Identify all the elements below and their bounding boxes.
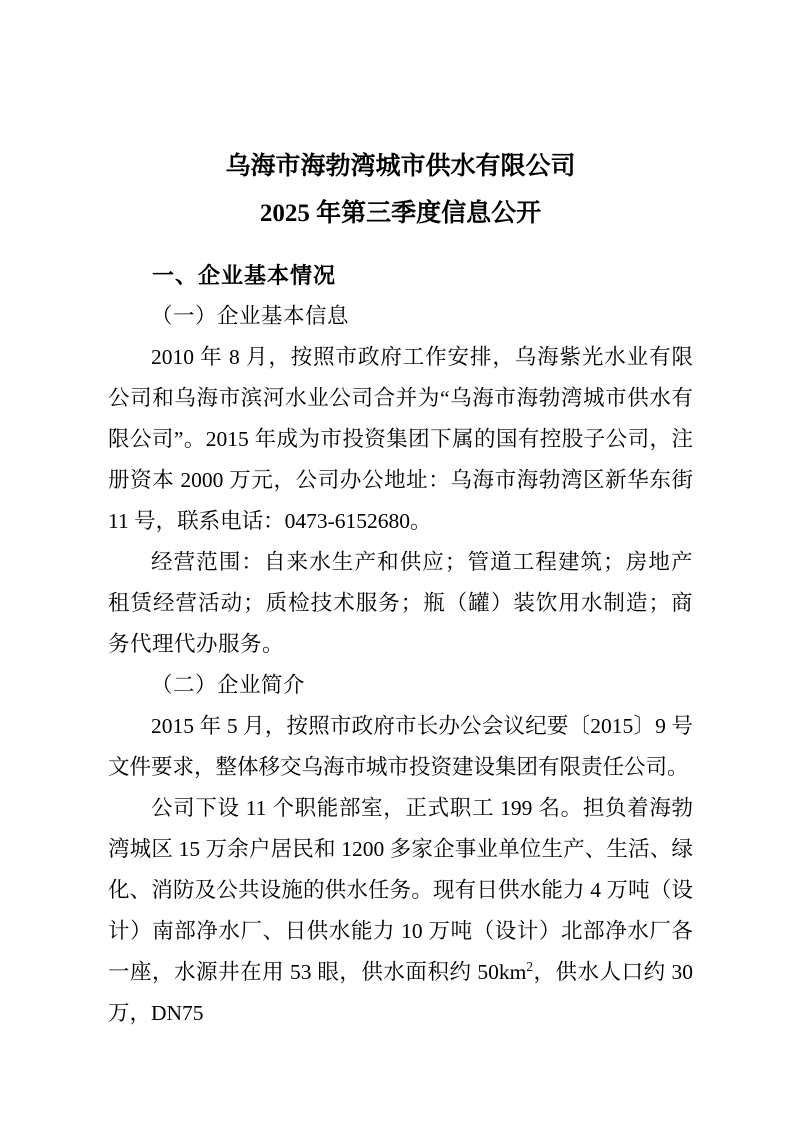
subsection-heading-enterprise-basic-info: （一）企业基本信息 — [151, 304, 350, 328]
profile-text-after-superscript: ，供水人口约 30 万，DN75 — [108, 960, 693, 1025]
document-title-line1: 乌海市海勃湾城市供水有限公司 — [225, 153, 576, 180]
square-kilometer-superscript: 2 — [526, 958, 533, 974]
paragraph-business-scope: 经营范围：自来水生产和供应；管道工程建筑；房地产租赁经营活动；质检技术服务；瓶（罐）装饮用水制造；商务代理代办服务。 — [108, 550, 693, 656]
subsection-heading-company-profile: （二）企业简介 — [151, 673, 306, 697]
document-title-line2: 2025 年第三季度信息公开 — [259, 200, 542, 227]
paragraph-company-profile — [108, 788, 693, 1034]
paragraph-group-transfer: 2015 年 5 月，按照市政府市长办公会议纪要〔2015〕9 号文件要求，整体移交乌海市城市投资建设集团有限责任公司。 — [108, 714, 693, 779]
document-title — [108, 143, 693, 237]
paragraph-company-history: 2010 年 8 月，按照市政府工作安排，乌海紫光水业有限公司和乌海市滨河水业公司合并为“乌海市海勃湾城市供水有限公司”。2015 年成为市投资集团下属的国有控股子公司，注册资本 2000 万元，公司办公地址：乌海市海勃湾区新华东街 11 号，联系电话：0473-6152680。 — [108, 345, 693, 533]
section-heading-enterprise-basic-situation: 一、企业基本情况 — [152, 263, 337, 288]
profile-text-before-superscript: 公司下设 11 个职能部室，正式职工 199 名。担负着海勃湾城区 15 万余户居民和 1200 多家企事业单位生产、生活、绿化、消防及公共设施的供水任务。现有日供水能力 4 万吨（设计）南部净水厂、日供水能力 10 万吨（设计）北部净水厂各一座，水源井在用 53 眼，供水面积约 50km — [108, 796, 693, 984]
